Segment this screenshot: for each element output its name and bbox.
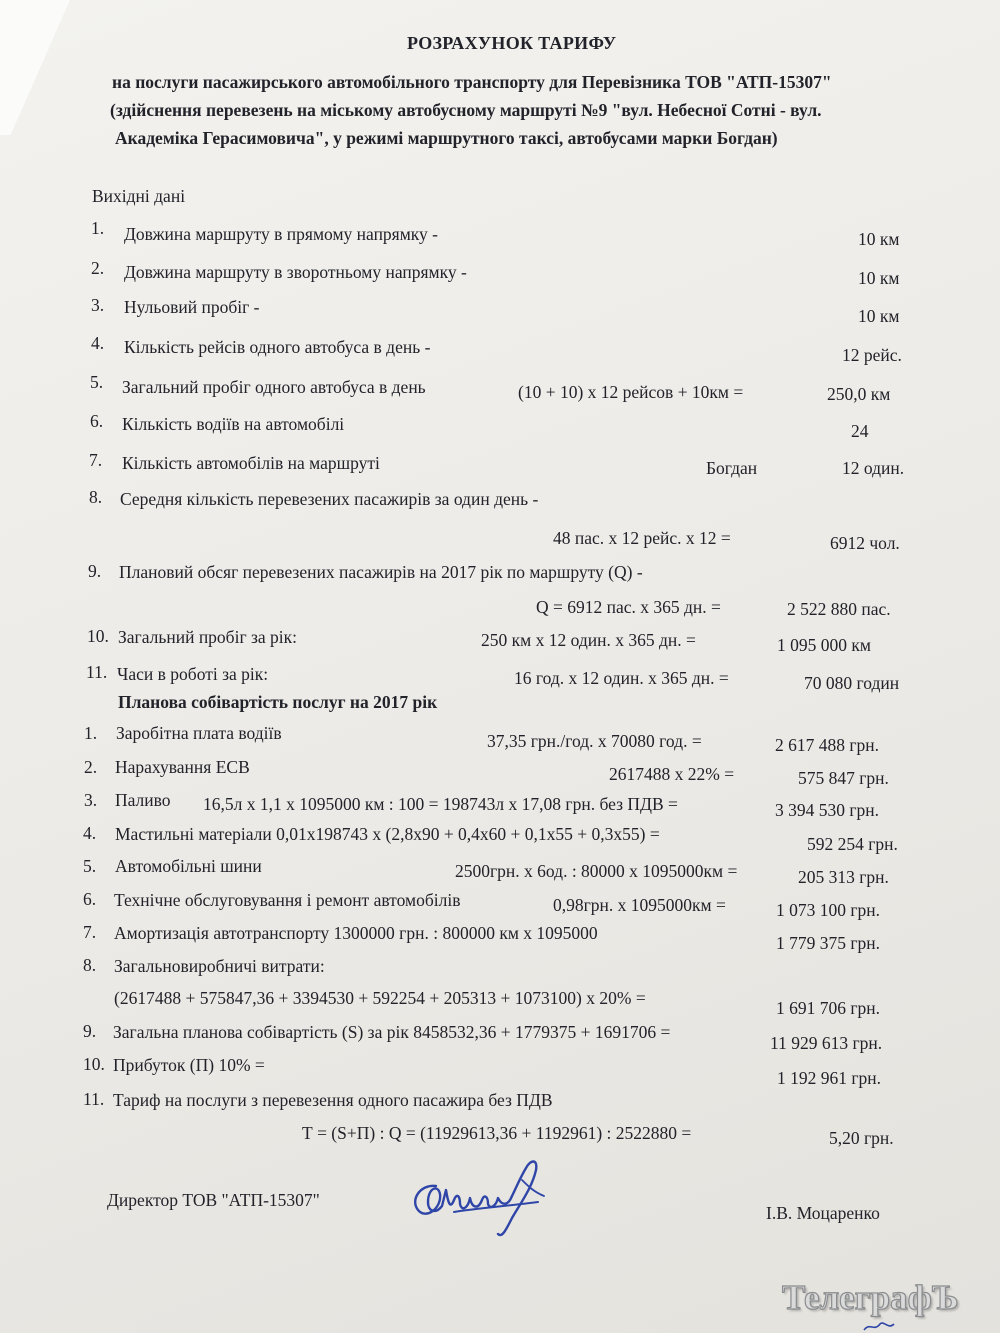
item-result: 12 один. <box>842 458 905 478</box>
item-number: 10. <box>83 1054 105 1074</box>
item-formula: 16 год. х 12 один. х 365 дн. = <box>514 668 729 688</box>
item-result: 3 394 530 грн. <box>775 800 880 820</box>
underlying-sheet-corner <box>0 0 70 135</box>
item-result: 575 847 грн. <box>798 768 889 788</box>
item-label: Автомобільні шини <box>115 856 262 876</box>
item-label: Прибуток (П) 10% = <box>113 1055 265 1075</box>
item-number: 3. <box>84 790 98 810</box>
item-result: 24 <box>851 421 869 441</box>
item-number: 10. <box>87 626 109 646</box>
item-number: 2. <box>84 757 98 777</box>
item-result: 1 691 706 грн. <box>776 998 881 1018</box>
section-heading-input-data: Вихідні дані <box>92 186 186 206</box>
item-number: 11. <box>86 662 108 682</box>
item-number: 2. <box>91 258 105 278</box>
item-label: Загальний пробіг за рік: <box>118 627 298 647</box>
item-result: 2 522 880 пас. <box>787 599 891 619</box>
item-result: 10 км <box>858 306 900 326</box>
item-result: 1 073 100 грн. <box>776 900 881 920</box>
document-subtitle-line-1: на послуги пасажирського автомобільного транспорту для Перевізника ТОВ "АТП-15307" <box>112 72 832 92</box>
director-label: Директор ТОВ "АТП-15307" <box>107 1190 320 1210</box>
item-label: Кількість водіїв на автомобілі <box>122 414 345 434</box>
item-result: 1 779 375 грн. <box>776 933 881 953</box>
item-number: 5. <box>90 372 104 392</box>
item-label: Плановий обсяг перевезених пасажирів на 2017 рік по маршруту (Q) - <box>119 562 643 582</box>
item-result: 2 617 488 грн. <box>775 735 880 755</box>
item-label: Загальновиробничі витрати: <box>114 956 325 976</box>
item-label: Амортизація автотранспорту 1300000 грн. : 800000 км х 1095000 <box>114 923 598 943</box>
item-number: 7. <box>89 450 103 470</box>
item-number: 3. <box>91 295 105 315</box>
director-name: І.В. Моцаренко <box>766 1203 880 1223</box>
item-formula: Q = 6912 пас. х 365 дн. = <box>536 597 721 617</box>
item-result: 11 929 613 грн. <box>770 1033 883 1053</box>
item-formula: (2617488 + 575847,36 + 3394530 + 592254 + 205313 + 1073100) х 20% = <box>114 988 646 1008</box>
item-label: Загальний пробіг одного автобуса в день <box>122 377 426 397</box>
item-label: Довжина маршруту в зворотньому напрямку - <box>124 262 467 282</box>
item-label: Тариф на послуги з перевезення одного пасажира без ПДВ <box>113 1090 553 1110</box>
document-subtitle-line-3: Академіка Герасимовича", у режимі маршрутного таксі, автобусами марки Богдан) <box>115 128 778 148</box>
item-label: Кількість рейсів одного автобуса в день - <box>124 337 431 357</box>
item-number: 9. <box>88 561 102 581</box>
item-result: 6912 чол. <box>830 533 900 553</box>
document-title: РОЗРАХУНОК ТАРИФУ <box>407 33 617 53</box>
item-number: 1. <box>91 218 105 238</box>
item-formula: 2500грн. х 6од. : 80000 х 1095000км = <box>455 861 738 881</box>
item-label: Паливо <box>115 790 171 810</box>
item-number: 9. <box>83 1021 97 1041</box>
item-result: 70 080 годин <box>804 673 900 693</box>
item-formula: (10 + 10) х 12 рейсов + 10км = <box>518 382 744 402</box>
item-label: Загальна планова собівартість (S) за рік 8458532,36 + 1779375 + 1691706 = <box>113 1022 671 1042</box>
item-formula: 250 км х 12 один. х 365 дн. = <box>481 630 696 650</box>
item-number: 6. <box>90 411 104 431</box>
item-result: 592 254 грн. <box>807 834 898 854</box>
item-formula: 0,98грн. х 1095000км = <box>553 895 726 915</box>
item-label: Нарахування ЕСВ <box>115 757 250 777</box>
ink-scribble-mark <box>860 1318 900 1333</box>
item-formula: 37,35 грн./год. х 70080 год. = <box>487 731 702 751</box>
item-label: Мастильні матеріали 0,01х198743 х (2,8х90 + 0,4х60 + 0,1х55 + 0,3х55) = <box>115 824 660 844</box>
item-number: 8. <box>89 487 103 507</box>
item-result: 12 рейс. <box>842 345 902 365</box>
section-heading-planned-cost: Планова собівартість послуг на 2017 рік <box>118 692 438 712</box>
item-formula: Богдан <box>706 458 758 478</box>
item-label: Кількість автомобілів на маршруті <box>122 453 380 473</box>
item-formula: Т = (S+П) : Q = (11929613,36 + 1192961) : 2522880 = <box>302 1123 692 1143</box>
item-number: 4. <box>91 333 105 353</box>
item-result: 1 095 000 км <box>777 635 871 655</box>
item-number: 11. <box>83 1089 105 1109</box>
document-subtitle-line-2: (здійснення перевезень на міському автобусному маршруті №9 "вул. Небесної Сотні - вул. <box>110 100 822 120</box>
item-formula: 2617488 х 22% = <box>609 764 735 784</box>
item-number: 4. <box>83 823 97 843</box>
item-result: 10 км <box>858 229 900 249</box>
item-label: Технічне обслуговування і ремонт автомобілів <box>114 890 461 910</box>
item-label: Заробітна плата водіїв <box>116 723 282 743</box>
item-number: 5. <box>83 856 97 876</box>
item-label: Нульовий пробіг - <box>124 297 260 317</box>
item-label: Довжина маршруту в прямому напрямку - <box>124 224 439 244</box>
item-formula: 48 пас. х 12 рейс. х 12 = <box>553 528 731 548</box>
item-result: 250,0 км <box>827 384 891 404</box>
item-label: Часи в роботі за рік: <box>117 664 269 684</box>
item-number: 1. <box>84 723 98 743</box>
item-number: 6. <box>83 889 97 909</box>
director-signature <box>398 1148 578 1243</box>
item-number: 8. <box>83 955 97 975</box>
item-result: 205 313 грн. <box>798 867 889 887</box>
telegraf-watermark: ТелеграфЪ <box>782 1278 959 1317</box>
item-formula: 16,5л х 1,1 х 1095000 км : 100 = 198743л х 17,08 грн. без ПДВ = <box>203 794 678 814</box>
item-result: 1 192 961 грн. <box>777 1068 882 1088</box>
item-label: Середня кількість перевезених пасажирів за один день - <box>120 489 539 509</box>
item-result: 5,20 грн. <box>829 1128 894 1148</box>
item-number: 7. <box>83 922 97 942</box>
item-result: 10 км <box>858 268 900 288</box>
